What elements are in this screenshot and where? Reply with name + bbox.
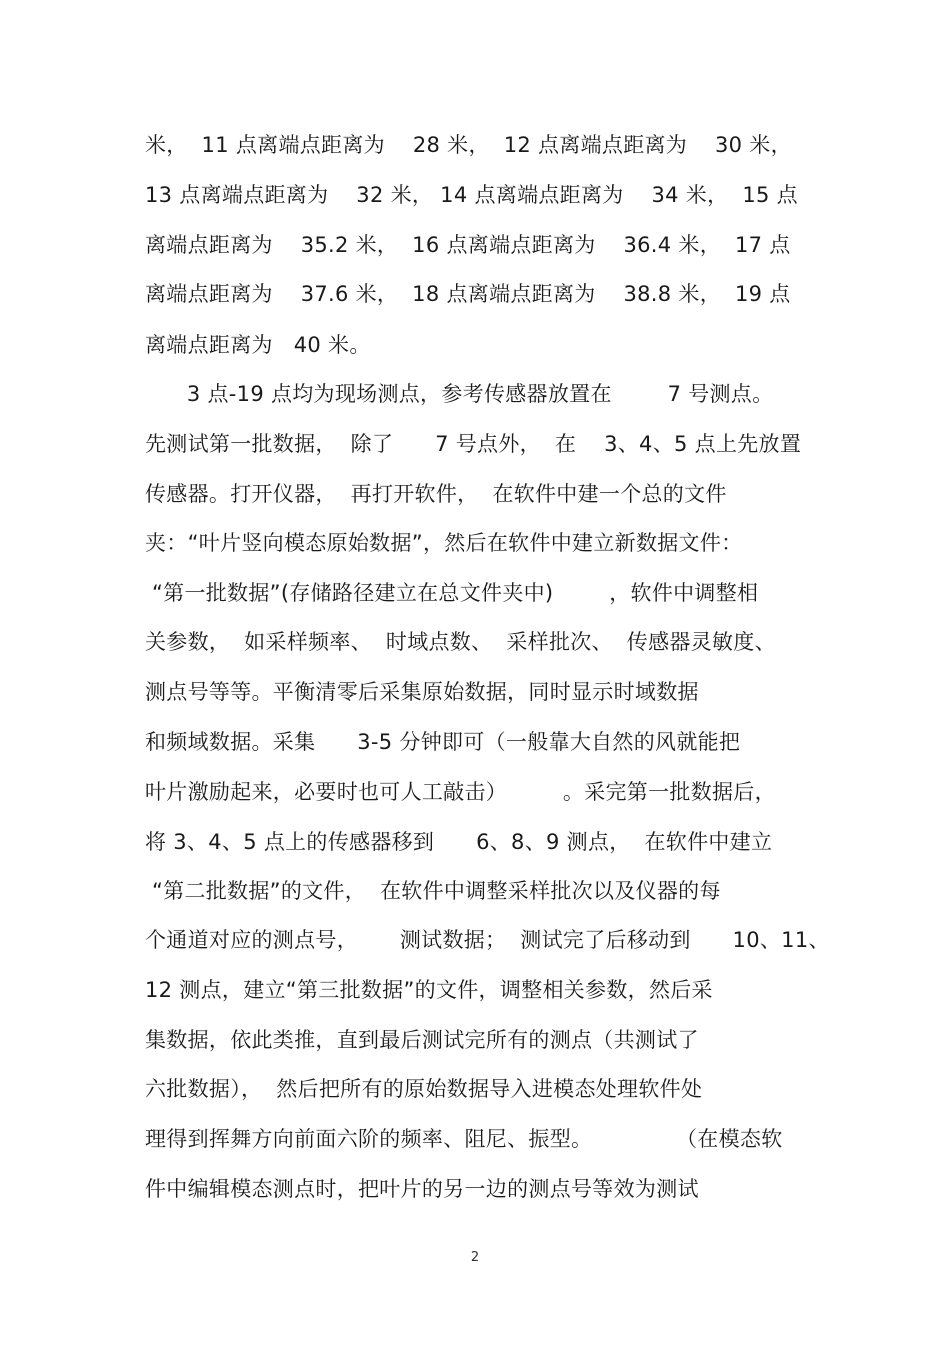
text-line: 离端点距离为 40 米。 xyxy=(145,333,371,357)
text-line: 关参数， 如采样频率、 时域点数、 采样批次、 传感器灵敏度、 xyxy=(145,630,776,654)
text-line: 个通道对应的测点号， 测试数据； 测试完了后移动到 10、11、 xyxy=(145,928,830,952)
text-line: 集数据，依此类推，直到最后测试完所有的测点（共测试了 xyxy=(145,1028,699,1052)
text-line: 先测试第一批数据， 除了 7 号点外， 在 3、4、5 点上先放置 xyxy=(145,432,802,456)
text-line: 离端点距离为 37.6 米， 18 点离端点距离为 38.8 米， 19 点 xyxy=(145,282,791,306)
text-line: 六批数据）， 然后把所有的原始数据导入进模态处理软件处 xyxy=(145,1077,703,1101)
text-line: 传感器。打开仪器， 再打开软件， 在软件中建一个总的文件 xyxy=(145,482,727,506)
text-line: 13 点离端点距离为 32 米， 14 点离端点距离为 34 米， 15 点 xyxy=(145,183,798,207)
paragraph-first-line: 3 点-19 点均为现场测点，参考传感器放置在 7 号测点。 xyxy=(145,382,774,406)
page-number: 2 xyxy=(470,1250,480,1265)
text-line: 和频域数据。采集 3-5 分钟即可（一般靠大自然的风就能把 xyxy=(145,730,741,754)
text-line: 离端点距离为 35.2 米， 16 点离端点距离为 36.4 米， 17 点 xyxy=(145,233,791,257)
text-line: 叶片激励起来，必要时也可人工敲击） 。采完第一批数据后， xyxy=(145,780,776,804)
text-line: 将 3、4、5 点上的传感器移到 6、8、9 测点， 在软件中建立 xyxy=(145,830,773,854)
text-line: 夹：“叶片竖向模态原始数据”，然后在软件中建立新数据文件： xyxy=(145,531,743,555)
text-line: 件中编辑模态测点时，把叶片的另一边的测点号等效为测试 xyxy=(145,1177,699,1201)
text-line: “第二批数据”的文件， 在软件中调整采样批次以及仪器的每 xyxy=(145,879,721,903)
text-line: 测点号等等。平衡清零后采集原始数据，同时显示时域数据 xyxy=(145,680,699,704)
text-line: 理得到挥舞方向前面六阶的频率、阻尼、振型。 （在模态软 xyxy=(145,1127,783,1151)
text-line: 12 测点，建立“第三批数据”的文件，调整相关参数，然后采 xyxy=(145,978,713,1002)
text-line: “第一批数据”(存储路径建立在总文件夹中) ，软件中调整相 xyxy=(145,581,759,605)
text-line: 米， 11 点离端点距离为 28 米， 12 点离端点距离为 30 米， xyxy=(145,133,792,157)
